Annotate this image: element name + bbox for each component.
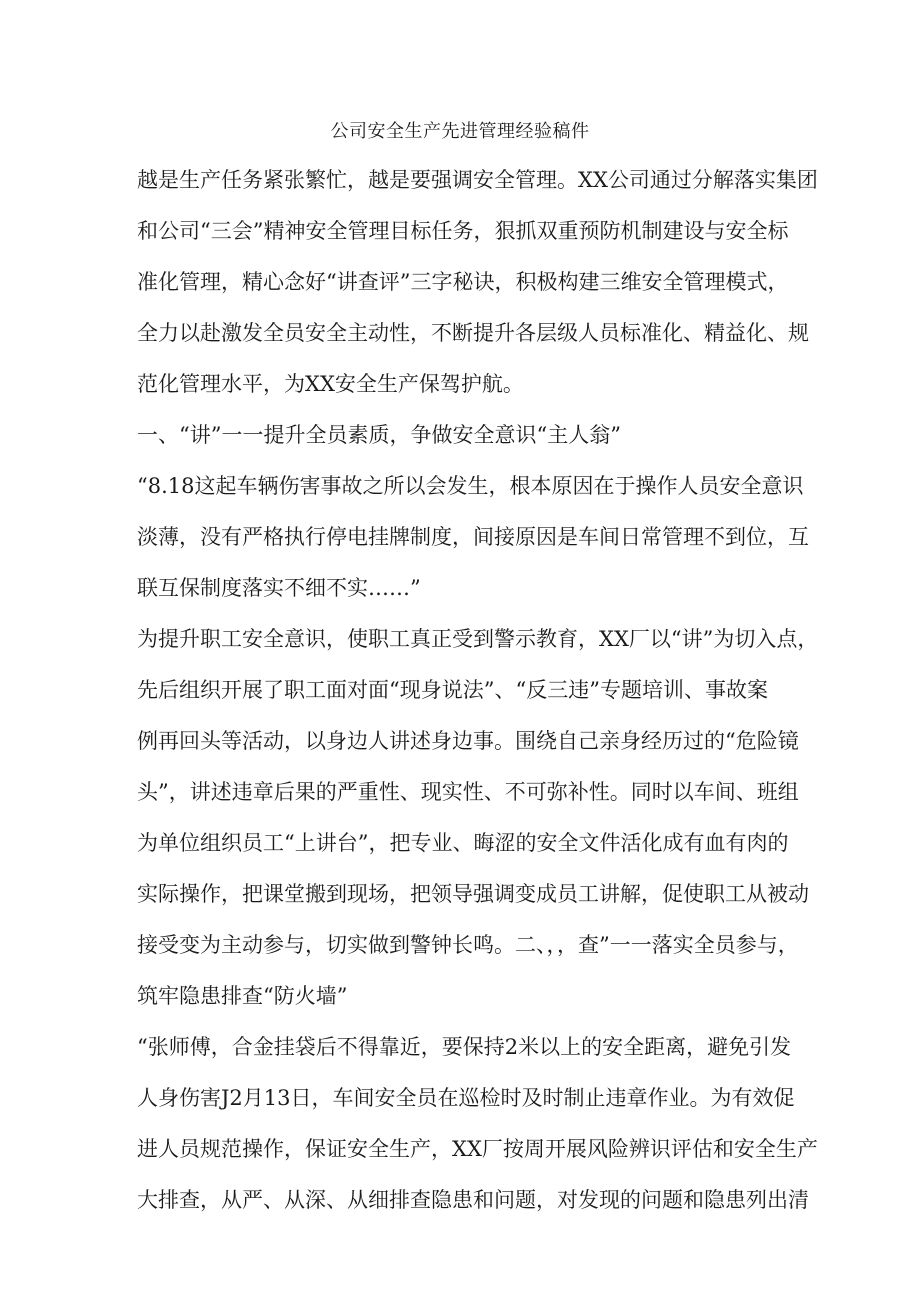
body-line: 全力以赴激发全员安全主动性，不断提升各层级人员标准化、精益化、规 <box>137 321 809 345</box>
body-line: 为提升职工安全意识，使职工真正受到警示教育，XX厂以“讲”为切入点， <box>137 627 819 651</box>
body-line: “张师傅，合金挂袋后不得靠近，要保持2米以上的安全距离，避免引发 <box>137 1035 792 1059</box>
body-line: 例再回头等活动，以身边人讲述身边事。围绕自己亲身经历过的“危险镜 <box>137 729 799 753</box>
section-heading: 一、“讲”一一提升全员素质，争做安全意识“主人翁” <box>137 423 621 447</box>
body-line: 接受变为主动参与，切实做到警钟长鸣。二、，，查”一一落实全员参与， <box>137 933 799 957</box>
section-heading: 筑牢隐患排查“防火墙” <box>137 984 348 1008</box>
body-line: 联互保制度落实不细不实……” <box>137 576 421 600</box>
body-line: 头”，讲述违章后果的严重性、现实性、不可弥补性。同时以车间、班组 <box>137 780 799 804</box>
body-line: “8.18这起车辆伤害事故之所以会发生，根本原因在于操作人员安全意识 <box>137 474 804 498</box>
body-line: 范化管理水平，为XX安全生产保驾护航。 <box>137 372 524 396</box>
body-line: 大排查，从严、从深、从细排查隐患和问题，对发现的问题和隐患列出清 <box>137 1188 809 1212</box>
body-line: 为单位组织员工“上讲台”，把专业、晦涩的安全文件活化成有血有肉的 <box>137 831 789 855</box>
document-title: 公司安全生产先进管理经验稿件 <box>330 121 590 142</box>
body-line: 先后组织开展了职工面对面“现身说法”、“反三违”专题培训、事故案 <box>137 678 768 702</box>
body-line: 进人员规范操作，保证安全生产，XX厂按周开展风险辨识评估和安全生产 <box>137 1137 818 1161</box>
body-line: 实际操作，把课堂搬到现场，把领导强调变成员工讲解，促使职工从被动 <box>137 882 809 906</box>
body-line: 淡薄，没有严格执行停电挂牌制度，间接原因是车间日常管理不到位，互 <box>137 525 809 549</box>
body-line: 准化管理，精心念好“讲查评”三字秘诀，积极构建三维安全管理模式， <box>137 270 789 294</box>
body-line: 人身伤害J2月13日，车间安全员在巡检时及时制止违章作业。为有效促 <box>137 1086 795 1110</box>
body-line: 越是生产任务紧张繁忙，越是要强调安全管理。XX公司通过分解落实集团 <box>137 168 818 192</box>
body-line: 和公司“三会”精神安全管理目标任务，狠抓双重预防机制建设与安全标 <box>137 219 789 243</box>
